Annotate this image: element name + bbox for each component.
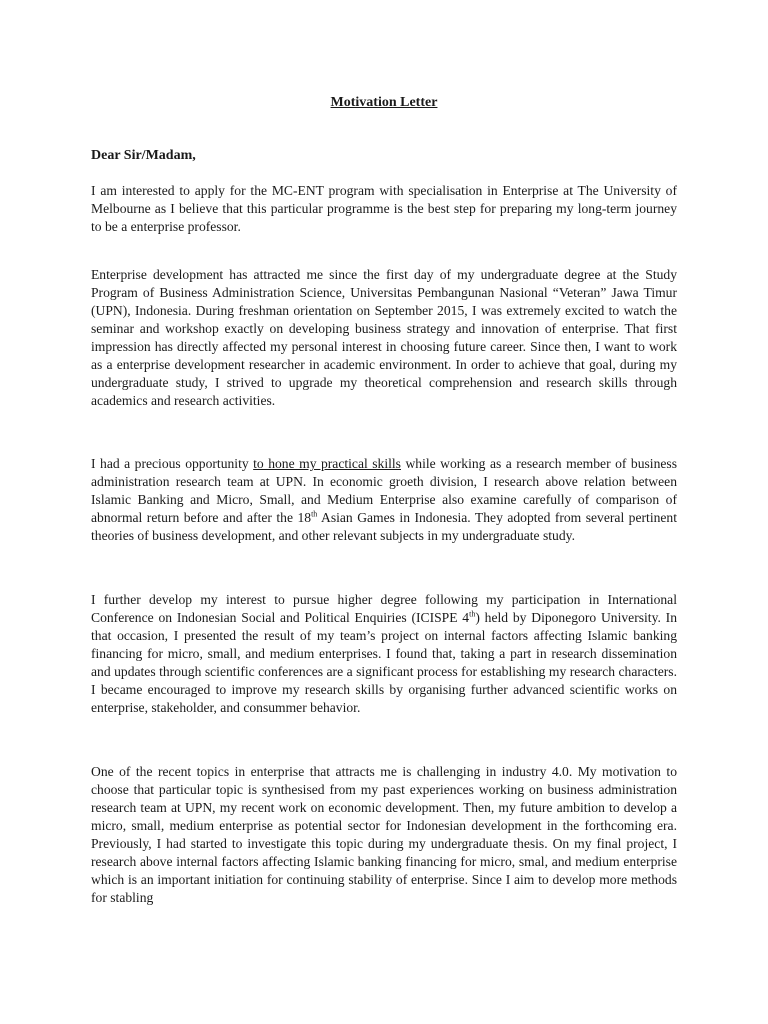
superscript: th [311, 509, 318, 519]
paragraph-enterprise-development: Enterprise development has attracted me since the first day of my undergraduate degree at the Study Program of Business Administration Science, Universitas Pembangunan Nasional “Veteran” Jawa Timur (UPN), Indonesia. During freshman orientation on September 2015, I was extremely excited to watch the seminar and workshop exactly on developing business strategy and innovation of enterprise. That first impression has directly affected my personal interest in choosing future career. Since then, I want to work as a enterprise development researcher in academic environment. In order to achieve that goal, during my undergraduate study, I strived to upgrade my theoretical comprehension and research skills through academics and research activities. [91, 267, 677, 408]
salutation: Dear Sir/Madam, [91, 148, 196, 163]
paragraph-recent-topics: One of the recent topics in enterprise that attracts me is challenging in industry 4.0. My motivation to choose that particular topic is synthesised from my past experiences working on business administration research team at UPN, my recent work on economic development. Then, my future ambition to develop a micro, small, medium enterprise as potential sector for Indonesian development in the forthcoming era. Previously, I had started to investigate this topic during my undergraduate thesis. On my final project, I research above internal factors affecting Islamic banking financing for micro, smal, and medium enterprise which is an important initiation for continuing stability of enterprise. Since I aim to develop more methods for stabling [91, 764, 677, 905]
underlined-phrase: to hone my practical skills [253, 456, 401, 471]
text-segment: while working as a research member of business administration research team at UPN. In economic groeth division, I research above relation between Islamic Banking and Micro, Small, and Medium Enterprise also examine carefully of comparison of abnormal return before and after the 18 [91, 456, 677, 525]
paragraph-intro: I am interested to apply for the MC-ENT program with specialisation in Enterprise at The University of Melbourne as I believe that this particular programme is the best step for preparing my long-term journey to be a enterprise professor. [91, 183, 677, 234]
page-title: Motivation Letter [330, 95, 438, 110]
text-segment: I had a precious opportunity [91, 456, 254, 471]
paragraph-practical-skills [91, 455, 677, 545]
text-segment: I further develop my interest to pursue higher degree following my participation in International Conference on Indonesian Social and Political Enquiries (ICISPE 4 [91, 592, 677, 625]
paragraph-higher-degree [91, 591, 677, 717]
text-segment: Asian Games in Indonesia. They adopted from several pertinent theories of business development, and other relevant subjects in my undergraduate study. [91, 510, 677, 543]
text-segment: ) held by Diponegoro University. In that occasion, I presented the result of my team’s project on internal factors affecting Islamic banking financing for micro, small, and medium enterprises. I found that, taking a part in research dissemination and updates through scientific conferences are a significant process for establishing my research characters. I became encouraged to improve my research skills by organising further advanced scientific works on enterprise, stakeholder, and consummer behavior. [91, 610, 677, 715]
superscript: th [469, 609, 476, 619]
